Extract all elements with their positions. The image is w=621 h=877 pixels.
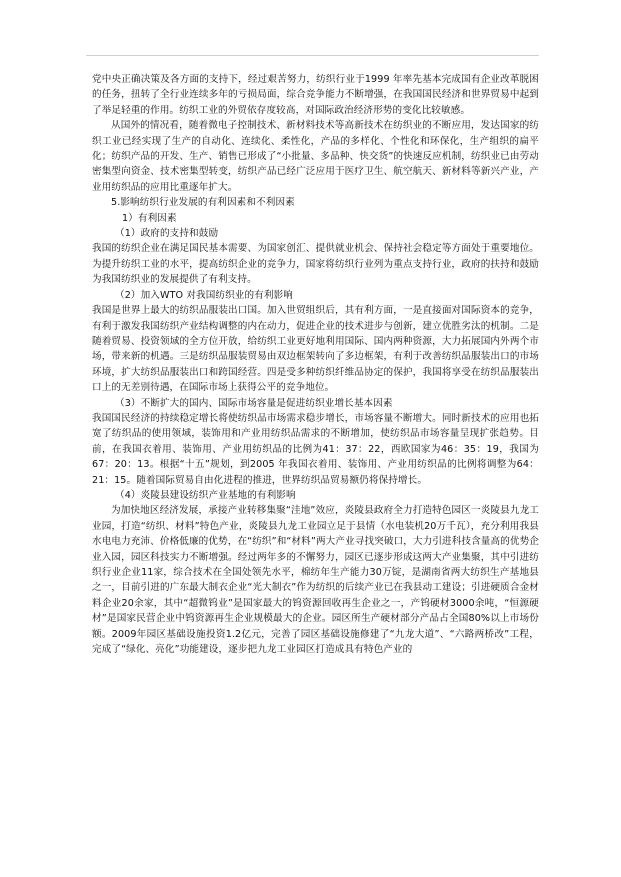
section-heading: （4）炎陵县建设纺织产业基地的有利影响 — [115, 489, 296, 501]
document-body — [92, 72, 539, 657]
section-heading: （2）加入WTO 对我国纺织业的有利影响 — [115, 289, 293, 301]
body-paragraph: 我国是世界上最大的纺织品服装出口国。加入世贸组织后，其有利方面，一是直接面对国际资本的竞争，有利于激发我国纺织产业结构调整的内在动力，促进企业的技术进步与创新，建立优胜劣汰的机制。二是随着贸易、投资领域的全方位开放，给纺织工业更好地利用国际、国内两种资源，大力拓展国内外两个市场，带来新的机遇。三是纺织品服装贸易由双边框架转向了多边框架，有利于改善纺织品服装出口的市场环境，扩大纺织品服装出口和跨国经营。四是受多种纺织纤维品协定的保护，我国将享受在纺织品服装出口上的无差别待遇，在国际市场上获得公平的竞争地位。 — [92, 305, 539, 394]
header-rule — [86, 55, 539, 56]
body-paragraph: 为加快地区经济发展，承接产业转移集聚“洼地”效应，炎陵县政府全力打造特色园区一炎陵县九龙工业园，打造“纺织、材料”特色产业，炎陵县九龙工业园立足于县情（水电装机20万千瓦），充分利用我县水电电力充沛、价格低廉的优势，在“纺织”和“材料”两大产业寻找突破口，大力引进科技含量高的优势企业入园，园区科技实力不断增强。经过两年多的不懈努力，园区已逐步形成这两大产业集聚，其中引进纺织行业企业11家，综合技术在全国处领先水平，棉纺年生产能力30万锭，是湖南省两大纺织生产基地县之一，目前引进的广东最大制衣企业“光大制衣”作为纺织的后续产业已在我县动工建设；引进硬质合金材料企业20余家，其中“超微钨业”是国家最大的钨资源回收再生企业之一，产钨硬材3000余吨，“恒源硬材”是国家民营企业中钨资源再生企业规模最大的企业。园区所生产硬材部分产品占全国80%以上市场份额。2009年园区基础设施投资1.2亿元，完善了园区基础设施修建了“九龙大道”、“六路两桥改”工程，完成了“绿化、亮化”功能建设，逐步把九龙工业园区打造成具有特色产业的 — [92, 505, 539, 656]
section-heading: （3）不断扩大的国内、国际市场容量是促进纺织业增长基本因素 — [115, 397, 393, 409]
section-heading: （1）政府的支持和鼓励 — [115, 228, 219, 240]
body-paragraph: 从国外的情况看，随着微电子控制技术、新材料技术等高新技术在纺织业的不断应用，发达国家的纺织工业已经实现了生产的自动化、连续化、柔性化，产品的多样化、个性化和环保化，生产组织的扁平化；纺织产品的开发、生产、销售已形成了“小批量、多品种、快交货”的快速反应机制，纺织业已由劳动密集型向资金、技术密集型转变，纺织产品已经广泛应用于医疗卫生、航空航天、新材料等新兴产业，产业用纺织品的应用比重逐年扩大。 — [92, 120, 539, 193]
body-paragraph: 我国的纺织企业在满足国民基本需要、为国家创汇、提供就业机会、保持社会稳定等方面处于重要地位。为提升纺织工业的水平，提高纺织企业的竞争力，国家将纺织行业列为重点支持行业，政府的扶持和鼓励为我国纺织业的发展提供了有利支持。 — [92, 243, 539, 286]
body-paragraph: 我国国民经济的持续稳定增长将使纺织品市场需求稳步增长，市场容量不断增大。同时新技术的应用也拓宽了纺织品的使用领域，装饰用和产业用纺织品需求的不断增加，使纺织品市场容量呈现扩张趋势。目前，在我国衣着用、装饰用、产业用纺织品的比例为41：37：22，西欧国家为46：35：19，我国为67：20：13。根据“十五”规划，到2005 年我国衣着用、装饰用、产业用纺织品的比例将调整为64：21：15。随着国际贸易自由化进程的推进，世界纺织品贸易额仍将保持增长。 — [92, 412, 539, 486]
section-heading: 5.影响纺织行业发展的有利因素和不利因素 — [111, 197, 295, 209]
section-heading: 1）有利因素 — [122, 212, 177, 224]
body-paragraph: 党中央正确决策及各方面的支持下，经过艰苦努力，纺织行业于1999 年率先基本完成国有企业改革脱困的任务，扭转了全行业连续多年的亏损局面，综合竞争能力不断增强，在我国国民经济和世界贸易中起到了举足轻重的作用。纺织工业的外贸依存度较高，对国际政治经济形势的变化比较敏感。 — [92, 74, 539, 116]
